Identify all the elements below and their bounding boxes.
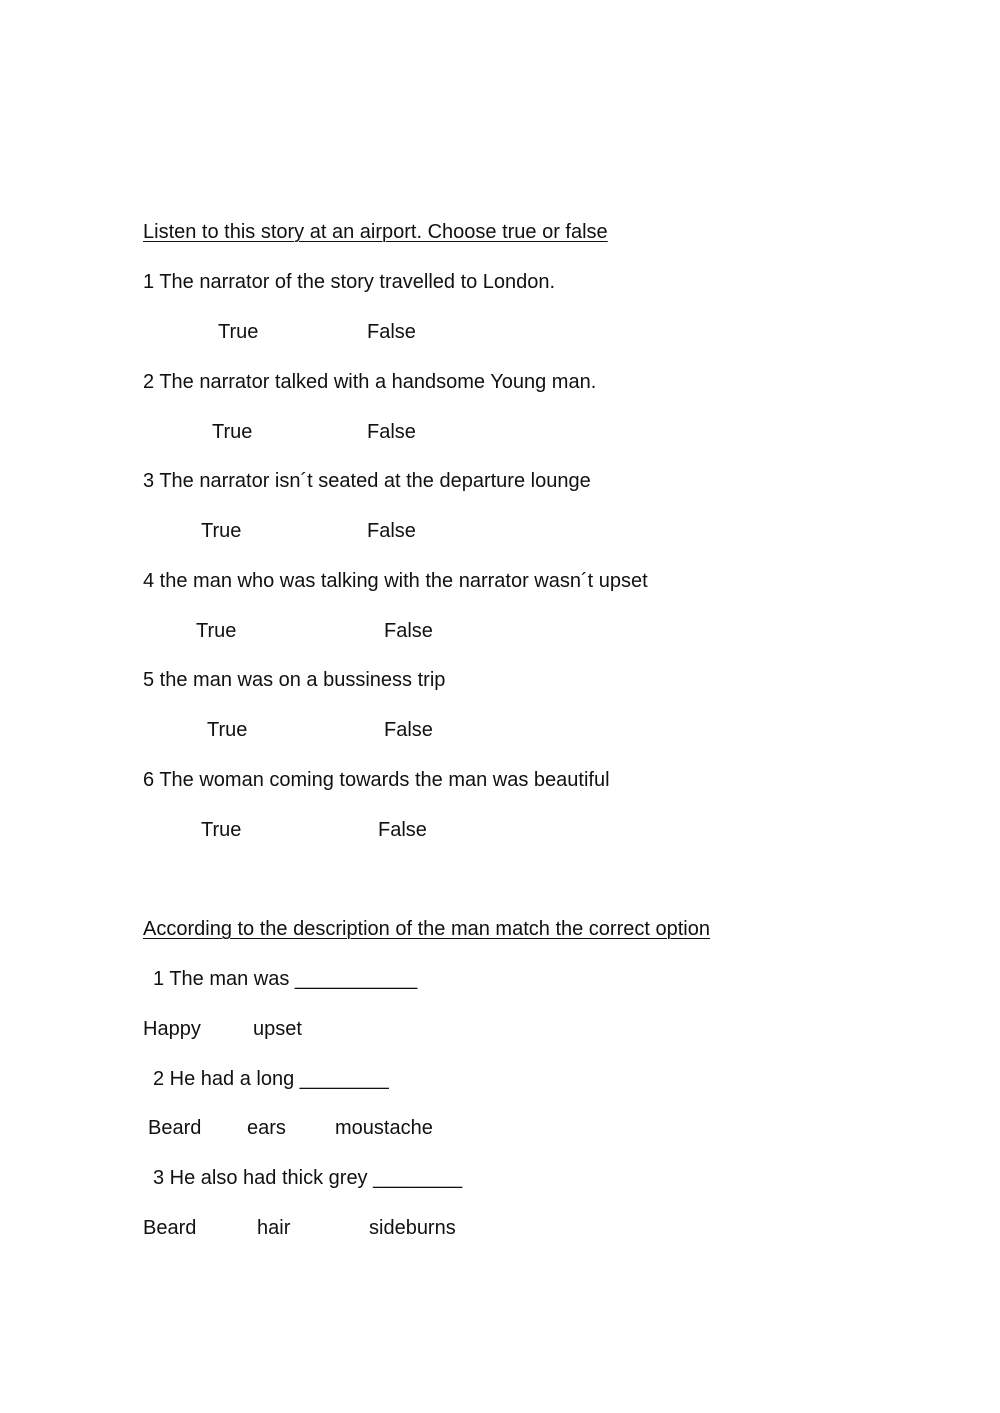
tf-q6-true-option[interactable]: True [201,819,242,841]
tf-q4-true-option[interactable]: True [196,620,237,642]
section1-heading: Listen to this story at an airport. Choose true or false [143,221,608,243]
tf-question-1: 1 The narrator of the story travelled to London. [143,271,556,293]
tf-q1-true-option[interactable]: True [218,321,259,343]
tf-question-3: 3 The narrator isn´t seated at the departure lounge [143,470,591,492]
match-q1-option-upset[interactable]: upset [253,1018,302,1040]
match-q2-option-ears[interactable]: ears [247,1117,286,1139]
tf-question-4: 4 the man who was talking with the narrator wasn´t upset [143,570,648,592]
tf-q2-false-option[interactable]: False [367,421,416,443]
tf-q5-true-option[interactable]: True [207,719,248,741]
tf-question-6: 6 The woman coming towards the man was beautiful [143,769,610,791]
tf-q1-false-option[interactable]: False [367,321,416,343]
match-question-3: 3 He also had thick grey ________ [153,1167,463,1189]
match-q2-option-moustache[interactable]: moustache [335,1117,433,1139]
match-q3-option-sideburns[interactable]: sideburns [369,1217,456,1239]
match-q2-option-beard[interactable]: Beard [148,1117,202,1139]
match-question-1: 1 The man was ___________ [153,968,418,990]
tf-q5-false-option[interactable]: False [384,719,433,741]
tf-q4-false-option[interactable]: False [384,620,433,642]
match-q3-option-hair[interactable]: hair [257,1217,291,1239]
match-q3-option-beard[interactable]: Beard [143,1217,197,1239]
match-question-2: 2 He had a long ________ [153,1068,389,1090]
tf-question-5: 5 the man was on a bussiness trip [143,669,446,691]
match-q1-option-happy[interactable]: Happy [143,1018,201,1040]
tf-q6-false-option[interactable]: False [378,819,427,841]
tf-question-2: 2 The narrator talked with a handsome Young man. [143,371,597,393]
tf-q3-true-option[interactable]: True [201,520,242,542]
tf-q3-false-option[interactable]: False [367,520,416,542]
section2-heading: According to the description of the man match the correct option [143,918,710,940]
tf-q2-true-option[interactable]: True [212,421,253,443]
